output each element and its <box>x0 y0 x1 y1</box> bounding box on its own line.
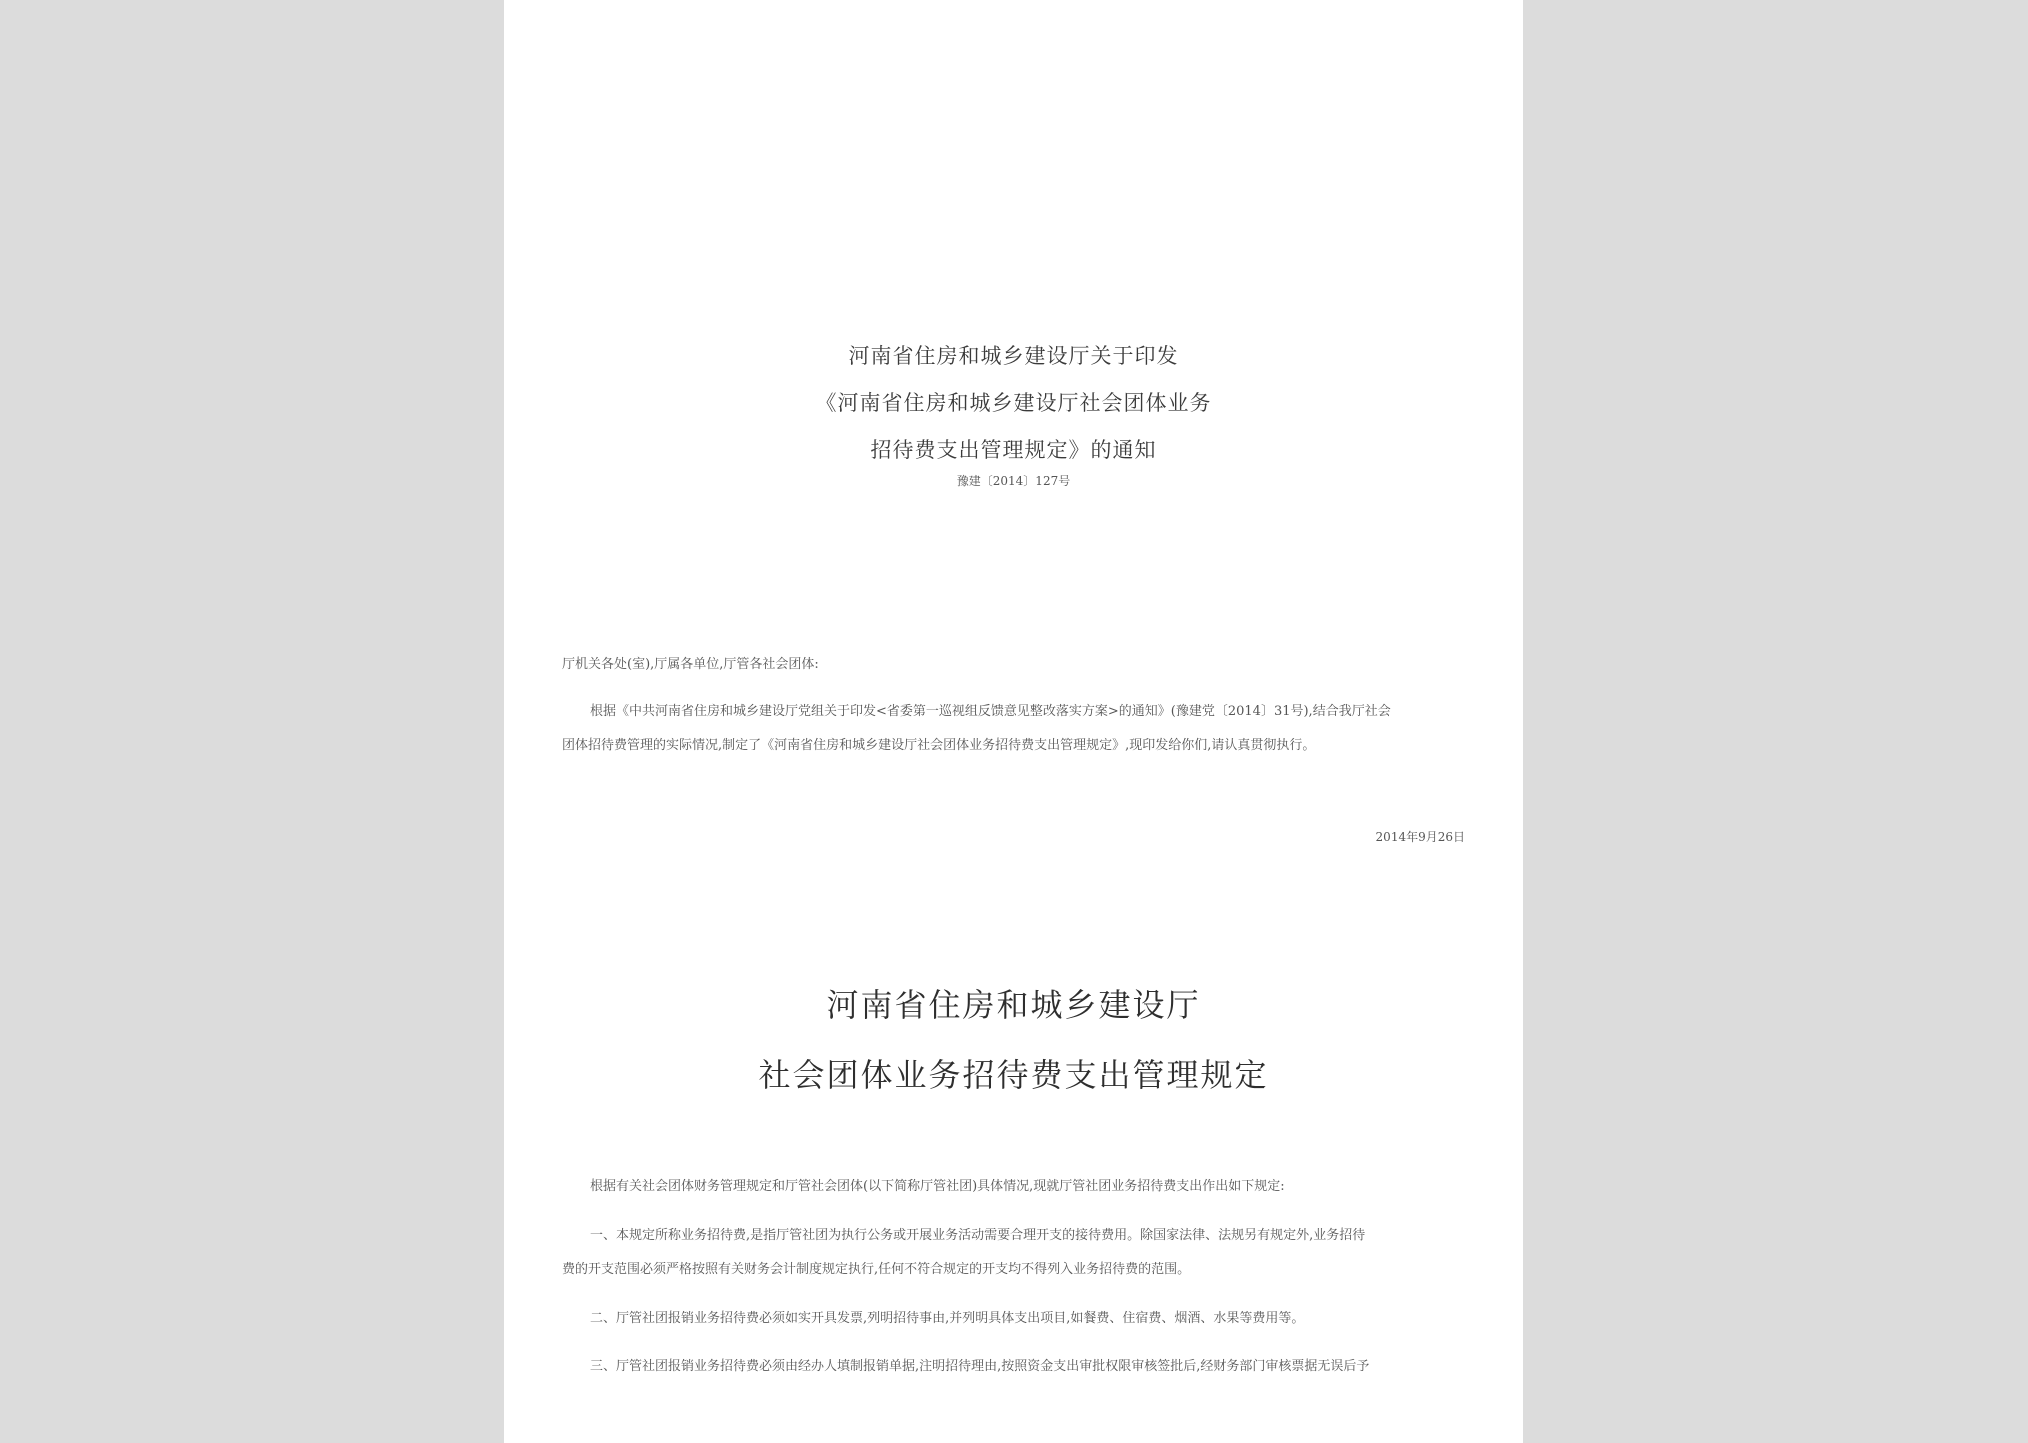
regulation-title-line-2: 社会团体业务招待费支出管理规定 <box>758 1056 1269 1094</box>
regulation-article-1-line-2: 费的开支范围必须严格按照有关财务会计制度规定执行,任何不符合规定的开支均不得列入业务招待费的范围。 <box>562 1262 1191 1277</box>
notice-title-line-3: 招待费支出管理规定》的通知 <box>870 438 1157 462</box>
notice-title-line-1: 河南省住房和城乡建设厅关于印发 <box>848 344 1179 368</box>
signing-date: 2014年9月26日 <box>1375 830 1465 844</box>
addressee-line: 厅机关各处(室),厅属各单位,厅管各社会团体: <box>562 657 819 672</box>
regulation-article-1-line-1: 一、本规定所称业务招待费,是指厅管社团为执行公务或开展业务活动需要合理开支的接待费用。除国家法律、法规另有规定外,业务招待 <box>590 1228 1366 1243</box>
regulation-intro: 根据有关社会团体财务管理规定和厅管社会团体(以下简称厅管社团)具体情况,现就厅管社团业务招待费支出作出如下规定: <box>590 1179 1285 1194</box>
regulation-article-3-line-1: 三、厅管社团报销业务招待费必须由经办人填制报销单据,注明招待理由,按照资金支出审批权限审核签批后,经财务部门审核票据无误后予 <box>590 1359 1370 1374</box>
notice-body-line-1: 根据《中共河南省住房和城乡建设厅党组关于印发<省委第一巡视组反馈意见整改落实方案>的通知》(豫建党〔2014〕31号),结合我厅社会 <box>590 704 1391 719</box>
document-page <box>504 0 1523 1443</box>
document-number: 豫建〔2014〕127号 <box>956 474 1071 488</box>
notice-body-line-2: 团体招待费管理的实际情况,制定了《河南省住房和城乡建设厅社会团体业务招待费支出管理规定》,现印发给你们,请认真贯彻执行。 <box>562 738 1316 753</box>
notice-title-line-2: 《河南省住房和城乡建设厅社会团体业务 <box>815 391 1212 415</box>
regulation-title-line-1: 河南省住房和城乡建设厅 <box>826 986 1201 1024</box>
regulation-article-2: 二、厅管社团报销业务招待费必须如实开具发票,列明招待事由,并列明具体支出项目,如餐费、住宿费、烟酒、水果等费用等。 <box>590 1311 1305 1326</box>
